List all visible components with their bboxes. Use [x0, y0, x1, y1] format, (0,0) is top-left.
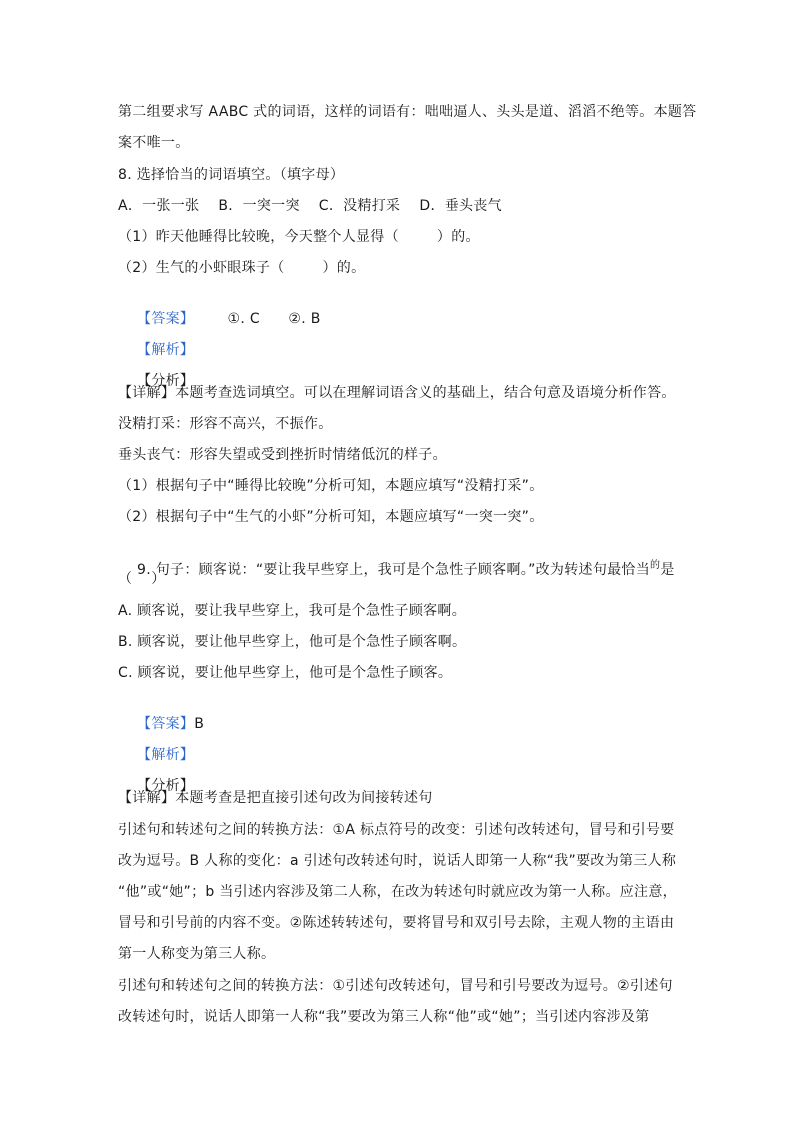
method-line: 第一人称变为第三人称。	[118, 946, 276, 962]
method-line: 冒号和引号前的内容不变。②陈述转转述句，要将冒号和双引号去除，主观人物的主语由	[118, 915, 675, 931]
option-a: A. 顾客说，要让我早些穿上，我可是个急性子顾客啊。	[118, 603, 467, 619]
question-9-title	[118, 540, 675, 578]
question-8-title: 8. 选择恰当的词语填空。（填字母）	[118, 167, 345, 183]
analysis-tag: 【解析】	[137, 342, 195, 358]
method-line: 引述句和转述句之间的转换方法：①引述句改转述句，冒号和引号要改为逗号。②引述句	[118, 978, 673, 994]
method-line: 改为逗号。B 人称的变化：a 引述句改转述句时，说话人即第一人称“我”要改为第三人称	[118, 853, 677, 869]
method-line: 引述句和转述句之间的转换方法：①A 标点符号的改变：引述句改转述句，冒号和引号要	[118, 822, 675, 838]
analysis-row	[118, 320, 195, 358]
analysis-row	[118, 725, 195, 763]
analysis-tag: 【解析】	[137, 747, 195, 763]
fenxi-row	[118, 756, 195, 794]
answer-value: ①. C ②. B	[194, 311, 321, 327]
question-8-item-2: （2）生气的小虾眼珠子（ ）的。	[118, 260, 366, 276]
fenxi-label: 【分析】	[137, 373, 195, 389]
text-line: 案不唯一。	[118, 135, 190, 151]
question-9-text: 9. 句子：顾客说：“要让我早些穿上，我可是个急性子顾客啊。”改为转述句最恰当	[137, 562, 651, 578]
option-c: C. 顾客说，要让他早些穿上，他可是个急性子顾客。	[118, 665, 453, 681]
answer-tag: 【答案】	[137, 311, 195, 327]
answer-value: B	[194, 716, 205, 732]
fenxi-row	[118, 351, 195, 389]
method-line: “他”或“她”；b 当引述内容涉及第二人称，在改为转述句时就应改为第一人称。应注意，	[118, 884, 677, 900]
explanation-line: （1）根据句子中“睡得比较晚”分析可知，本题应填写“没精打采”。	[118, 478, 544, 494]
answer-row	[118, 289, 321, 327]
answer-row	[118, 694, 205, 732]
option-b: B. 顾客说，要让他早些穿上，他可是个急性子顾客啊。	[118, 634, 467, 650]
question-8-item-1: （1）昨天他睡得比较晚，今天整个人显得（ ）的。	[118, 229, 480, 245]
detail-line: 【详解】本题考查是把直接引述句改为间接转述句	[118, 790, 433, 806]
text-line: 第二组要求写 AABC 式的词语，这样的词语有：咄咄逼人、头头是道、滔滔不绝等。本题答	[118, 104, 697, 120]
method-line: 改转述句时，说话人即第一人称“我”要改为第三人称“他”或“她”；当引述内容涉及第	[118, 1009, 650, 1025]
question-9-blank: （ ）	[118, 571, 166, 587]
superscript-char: 的	[650, 560, 661, 571]
question-9-tail: 是	[660, 562, 675, 578]
definition-line: 没精打采：形容不高兴，不振作。	[118, 416, 333, 432]
explanation-line: （2）根据句子中“生气的小虾”分析可知，本题应填写“一突一突”。	[118, 509, 544, 525]
answer-tag: 【答案】	[137, 716, 195, 732]
definition-line: 垂头丧气：形容失望或受到挫折时情绪低沉的样子。	[118, 447, 447, 463]
detail-line: 【详解】本题考查选词填空。可以在理解词语含义的基础上，结合句意及语境分析作答。	[118, 385, 676, 401]
fenxi-label: 【分析】	[137, 778, 195, 794]
question-8-options: A．一张一张 B．一突一突 C．没精打采 D．垂头丧气	[118, 198, 502, 214]
